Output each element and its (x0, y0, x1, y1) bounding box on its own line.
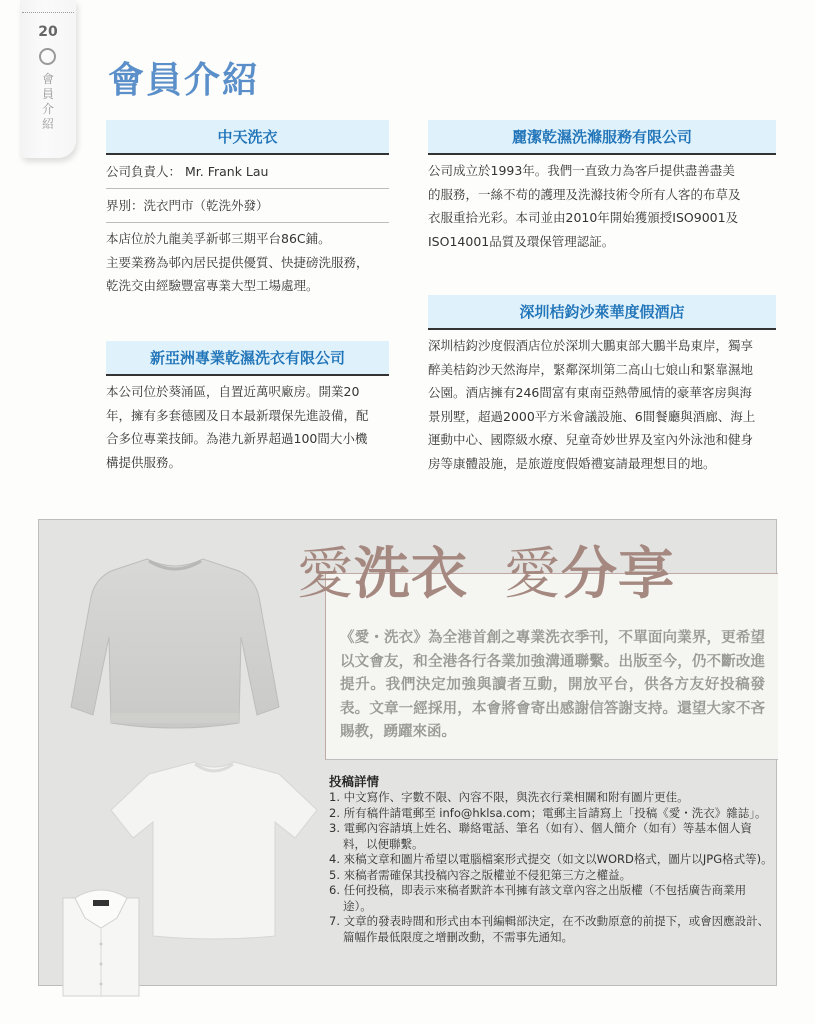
text-line: 房等康體設施，是旅遊度假婚禮宴請最理想目的地。 (428, 455, 716, 471)
member-card-zhongtian (106, 120, 389, 298)
page-number: 20 (38, 24, 58, 40)
member-card-new-asia (106, 341, 389, 474)
text-line: 主要業務為邨內居民提供優質、快捷磅洗服務， (106, 254, 369, 270)
member-card-laikit (428, 120, 776, 253)
details-item: 5. 來稿者需確保其投稿內容之版權並不侵犯第三方之權益。 (329, 867, 632, 882)
details-item: 6. 任何投稿，即表示來稿者默許本刊擁有該文章內容之出版權（不包括廣告商業用途）。 (329, 883, 747, 913)
intro-text: 《愛・洗衣》為全港首創之專業洗衣季刊，不單面向業界，更希望以文會友，和全港各行各業加強溝通聯繫。出版至今，仍不斷改進提升。我們決定加強與讀者互動，開放平台，供各方友好投稿發表。文章一經採用，本會將會寄出感謝信答謝支持。還望大家不吝賜教，踴躍來函。 (340, 630, 765, 740)
member-description (428, 155, 776, 253)
member-name: 深圳桔鈞沙萊華度假酒店 (428, 295, 776, 330)
text-line: 景別墅，超過2000平方米會議設施、6間餐廳與酒廊、海上 (428, 408, 756, 424)
member-contact: 公司負責人： Mr. Frank Lau (106, 155, 389, 189)
member-category: 界別：洗衣門市（乾洗外發） (106, 189, 389, 223)
details-title: 投稿詳情 (329, 774, 380, 789)
dotted-divider (22, 12, 74, 13)
section-char: 介 (41, 102, 54, 116)
side-tab (20, 0, 76, 158)
text-line: 乾洗交由經驗豐富專業大型工場處理。 (106, 278, 319, 293)
submission-details (329, 773, 774, 945)
text-line: 衣服重拾光彩。本司並由2010年開始獲頒授ISO9001及 (428, 210, 739, 225)
member-name: 麗潔乾濕洗滌服務有限公司 (428, 120, 776, 155)
text-line: 本公司位於葵涌區，自置近萬呎廠房。開業20 (106, 384, 360, 399)
member-description (428, 330, 776, 475)
section-label (20, 72, 76, 132)
text-line: 本店位於九龍美孚新邨三期平台86C鋪。 (106, 231, 331, 246)
details-item: 1. 中文寫作、字數不限、內容不限，與洗衣行業相關和附有圖片更佳。 (329, 790, 689, 804)
sweater-photo (69, 557, 281, 733)
promo-headline (297, 540, 675, 610)
text-line: 構提供服務。 (106, 454, 182, 470)
member-description (106, 376, 389, 474)
details-list (329, 790, 774, 945)
headline-love: 愛 (504, 542, 561, 607)
text-line: 的服務，一絲不苟的護理及洗滌技術令所有人客的布草及 (428, 186, 741, 202)
section-char: 員 (41, 87, 54, 101)
circle-icon (39, 48, 56, 65)
section-char: 會 (41, 72, 54, 86)
section-char: 紹 (41, 117, 54, 131)
text-line: 深圳桔鈞沙度假酒店位於深圳大鵬東部大鵬半島東岸，獨享 (428, 338, 754, 353)
text-line: ISO14001品質及環保管理認証。 (428, 233, 615, 249)
headline-laundry: 洗衣 (354, 542, 468, 607)
text-line: 公司成立於1993年。我們一直致力為客戶提供盡善盡美 (428, 163, 735, 178)
text-line: 醉美桔鈞沙天然海岸，緊鄰深圳第二高山七娘山和緊靠濕地 (428, 361, 754, 377)
details-item: 4. 來稿文章和圖片希望以電腦檔案形式提交（如文以WORD格式，圖片以JPG格式等)。 (329, 852, 773, 866)
details-item: 7. 文章的發表時間和形式由本刊編輯部決定，在不改動原意的前提下，或會因應設計、篇幅作最低限度之增刪改動，不需事先通知。 (329, 914, 770, 944)
page-title: 會員介紹 (108, 60, 261, 101)
details-item: 2. 所有稿件請電郵至 info@hklsa.com；電郵主旨請寫上「投稿《愛・洗衣》雜誌」。 (329, 805, 767, 820)
details-item: 3. 電郵內容請填上姓名、聯絡電話、筆名（如有）、個人簡介（如有）等基本個人資料，以便聯繫。 (329, 821, 752, 851)
text-line: 公園。酒店擁有246間富有東南亞熱帶風情的豪華客房與海 (428, 385, 752, 400)
submission-promo (38, 519, 777, 986)
folded-shirt-photo (61, 888, 141, 998)
member-name: 新亞洲專業乾濕洗衣有限公司 (106, 341, 389, 376)
member-name: 中天洗衣 (106, 120, 389, 155)
headline-love: 愛 (297, 542, 354, 607)
text-line: 合多位專業技師。為港九新界超過100間大小機 (106, 431, 368, 446)
headline-share: 分享 (561, 542, 675, 607)
member-card-kitfunsha (428, 295, 776, 475)
text-line: 運動中心、國際級水療、兒童奇妙世界及室內外泳池和健身 (428, 432, 754, 447)
member-description (106, 223, 389, 298)
text-line: 年，擁有多套德國及日本最新環保先進設備，配 (106, 407, 369, 423)
